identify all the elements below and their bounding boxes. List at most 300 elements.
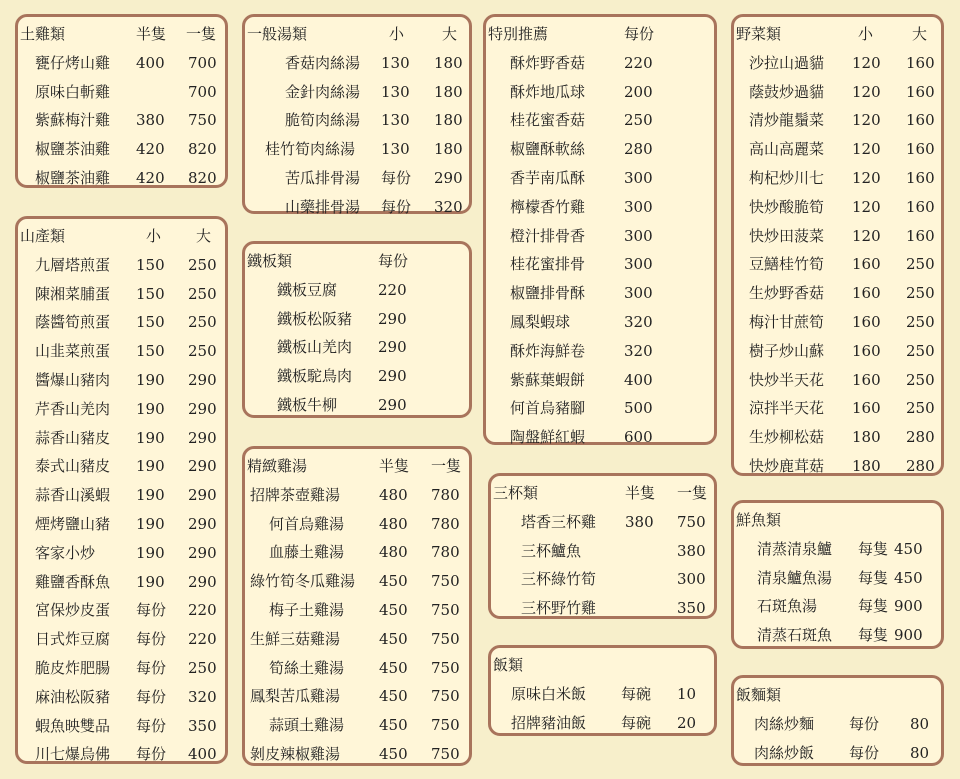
price-2: 250 [188, 255, 217, 274]
menu-item [18, 395, 225, 423]
price-2: 250 [906, 284, 935, 303]
price-1: 220 [378, 280, 407, 299]
price-2: 750 [431, 745, 460, 763]
dish-name: 九層塔煎蛋 [35, 255, 111, 274]
dish-name: 生鮮三菇雞湯 [250, 629, 341, 648]
menu-item [245, 711, 469, 739]
menu-item [491, 680, 714, 708]
section-header [245, 452, 469, 480]
dish-name: 山藥排骨湯 [285, 197, 361, 216]
menu-item [245, 510, 469, 538]
menu-item [734, 337, 941, 365]
menu-item [734, 193, 941, 221]
price-1: 每份 [136, 601, 167, 620]
menu-item [18, 366, 225, 394]
price-1: 450 [379, 629, 408, 648]
menu-item [245, 193, 469, 221]
column-header-1: 半隻 [136, 25, 167, 43]
section-title: 三杯類 [493, 484, 539, 502]
dish-name: 日式炸豆腐 [35, 630, 111, 649]
menu-item [734, 308, 941, 336]
dish-name: 生炒野香菇 [749, 284, 825, 303]
dish-name: 金針肉絲湯 [285, 82, 361, 101]
menu-item [245, 682, 469, 710]
price-1: 每份 [136, 716, 167, 735]
menu-item [734, 423, 941, 451]
section-title: 飯類 [493, 656, 524, 674]
price-1: 300 [624, 197, 653, 216]
dish-name: 筍絲土雞湯 [269, 658, 345, 677]
section-header [18, 222, 225, 250]
price-1: 每份 [381, 197, 412, 216]
price-1: 130 [381, 140, 410, 159]
price-2: 250 [906, 255, 935, 274]
section-header [734, 20, 941, 48]
price-1: 190 [136, 399, 165, 418]
price-1: 300 [624, 169, 653, 187]
section-title: 鮮魚類 [736, 511, 782, 529]
menu-item [486, 106, 714, 134]
section-title: 精緻雞湯 [247, 457, 308, 475]
price-1: 300 [624, 284, 653, 303]
price-2: 160 [906, 197, 935, 216]
dish-name: 脆筍肉絲湯 [285, 111, 361, 130]
dish-name: 宮保炒皮蛋 [35, 601, 111, 620]
price-2: 780 [431, 514, 460, 533]
dish-name: 鐵板松阪豬 [277, 309, 353, 328]
price-2: 160 [906, 140, 935, 159]
price-1: 190 [136, 457, 165, 476]
menu-item [245, 164, 469, 192]
price-2: 160 [906, 53, 935, 72]
menu-item [734, 49, 941, 77]
price-2: 160 [906, 226, 935, 245]
price-1: 290 [378, 338, 407, 357]
menu-section-noodle [731, 675, 944, 766]
price-1: 120 [852, 169, 881, 187]
price-2: 180 [434, 82, 463, 101]
price-1: 480 [379, 514, 408, 533]
menu-item [734, 250, 941, 278]
price-1: 每隻 [858, 597, 889, 616]
price-1: 180 [852, 428, 881, 447]
menu-item [734, 621, 941, 649]
section-title: 土雞類 [20, 25, 66, 43]
price-2: 750 [431, 716, 460, 735]
dish-name: 高山高麗菜 [749, 140, 825, 159]
price-2: 900 [894, 626, 923, 645]
dish-name: 酥炸海鮮卷 [510, 341, 586, 360]
section-header [18, 20, 225, 48]
price-1: 120 [852, 197, 881, 216]
menu-item [245, 538, 469, 566]
menu-item [18, 683, 225, 711]
menu-item [486, 279, 714, 307]
price-2: 750 [677, 512, 706, 531]
price-1: 每份 [136, 659, 167, 677]
price-1: 450 [379, 716, 408, 735]
dish-name: 桂竹筍肉絲湯 [265, 140, 356, 159]
menu-item [18, 308, 225, 336]
section-header [491, 479, 714, 507]
price-2: 750 [431, 687, 460, 706]
dish-name: 蔭醬筍煎蛋 [35, 313, 111, 332]
dish-name: 雞鹽香酥魚 [35, 572, 111, 591]
dish-name: 肉絲炒麵 [754, 714, 815, 733]
price-1: 150 [136, 342, 165, 361]
price-1: 420 [136, 169, 165, 187]
menu-item [18, 654, 225, 682]
menu-item [734, 164, 941, 192]
column-header-1: 半隻 [625, 484, 656, 502]
menu-item [734, 279, 941, 307]
dish-name: 香菇肉絲湯 [285, 53, 361, 72]
menu-item [18, 135, 225, 163]
menu-item [245, 362, 469, 390]
menu-item [486, 366, 714, 394]
dish-name: 塔香三杯雞 [521, 512, 597, 531]
dish-name: 原味白米飯 [511, 684, 587, 703]
menu-item [491, 537, 714, 565]
price-1: 130 [381, 111, 410, 130]
price-1: 480 [379, 485, 408, 504]
dish-name: 陶盤鮮紅蝦 [510, 428, 586, 447]
dish-name: 鳳梨蝦球 [510, 313, 571, 331]
menu-item [734, 78, 941, 106]
menu-item [245, 625, 469, 653]
menu-section-tuji [15, 14, 228, 188]
price-2: 290 [188, 371, 217, 389]
price-2: 750 [431, 572, 460, 591]
menu-item [18, 481, 225, 509]
dish-name: 煙烤鹽山豬 [35, 515, 111, 533]
dish-name: 酥炸野香菇 [510, 53, 586, 72]
menu-item [734, 564, 941, 592]
menu-section-chickensoup [242, 446, 472, 766]
section-title: 鐵板類 [247, 252, 293, 270]
menu-item [245, 654, 469, 682]
dish-name: 三杯野竹雞 [521, 599, 597, 618]
menu-item [18, 625, 225, 653]
price-2: 160 [906, 82, 935, 101]
menu-item [18, 596, 225, 624]
section-title: 一般湯類 [247, 25, 308, 43]
column-header-1: 小 [146, 227, 162, 245]
price-2: 290 [188, 543, 217, 562]
dish-name: 石斑魚湯 [757, 597, 818, 616]
menu-item [734, 222, 941, 250]
dish-name: 鐵板駝鳥肉 [277, 367, 353, 386]
dish-name: 脆皮炸肥腸 [35, 659, 111, 677]
menu-item [18, 539, 225, 567]
dish-name: 血藤土雞湯 [269, 543, 345, 562]
price-1: 300 [624, 226, 653, 245]
menu-item [491, 594, 714, 622]
column-header-2: 大 [442, 25, 458, 43]
price-2: 700 [188, 82, 217, 101]
menu-item [245, 596, 469, 624]
price-1: 290 [378, 396, 407, 414]
price-1: 320 [624, 341, 653, 360]
price-1: 160 [852, 399, 881, 418]
price-2: 290 [188, 457, 217, 476]
price-1: 每份 [136, 687, 167, 706]
price-2: 80 [910, 743, 930, 762]
menu-item [245, 333, 469, 361]
menu-item [734, 592, 941, 620]
price-1: 380 [136, 111, 165, 130]
dish-name: 清泉鱸魚湯 [757, 568, 833, 587]
section-header [491, 651, 714, 679]
price-2: 290 [188, 428, 217, 447]
menu-item [734, 394, 941, 422]
price-2: 350 [677, 599, 706, 618]
menu-item [734, 452, 941, 480]
price-2: 250 [188, 284, 217, 303]
dish-name: 樹子炒山蘇 [749, 341, 825, 360]
dish-name: 川七爆烏佛 [35, 745, 111, 764]
price-1: 120 [852, 226, 881, 245]
dish-name: 蔭鼓炒過貓 [749, 82, 825, 101]
price-1: 190 [136, 543, 165, 562]
section-title: 飯麵類 [736, 686, 782, 704]
menu-item [245, 135, 469, 163]
price-2: 220 [188, 601, 217, 620]
price-2: 280 [906, 457, 935, 475]
price-1: 190 [136, 572, 165, 591]
dish-name: 客家小炒 [35, 543, 96, 562]
dish-name: 鐵板豆腐 [277, 280, 338, 299]
price-1: 320 [624, 313, 653, 331]
menu-section-special [483, 14, 717, 445]
dish-name: 桂花蜜香菇 [510, 111, 586, 130]
menu-item [245, 49, 469, 77]
menu-item [734, 135, 941, 163]
price-1: 150 [136, 255, 165, 274]
menu-item [245, 481, 469, 509]
menu-item [491, 508, 714, 536]
menu-item [245, 305, 469, 333]
dish-name: 陳湘菜脯蛋 [35, 284, 111, 303]
dish-name: 香芋南瓜酥 [510, 169, 586, 187]
section-header [245, 20, 469, 48]
price-1: 480 [379, 543, 408, 562]
price-1: 400 [136, 53, 165, 72]
dish-name: 原味白斬雞 [35, 82, 111, 101]
price-1: 600 [624, 428, 653, 447]
price-2: 80 [910, 714, 930, 733]
menu-item [486, 164, 714, 192]
price-2: 290 [434, 169, 463, 187]
price-1: 160 [852, 341, 881, 360]
price-2: 300 [677, 570, 706, 589]
price-1: 420 [136, 140, 165, 159]
dish-name: 椒鹽茶油雞 [35, 169, 111, 187]
price-2: 250 [188, 342, 217, 361]
price-1: 160 [852, 370, 881, 389]
price-1: 450 [379, 658, 408, 677]
dish-name: 鐵板牛柳 [277, 396, 338, 414]
section-header [245, 247, 469, 275]
section-title: 野菜類 [736, 25, 782, 43]
menu-section-teppan [242, 241, 472, 418]
price-2: 250 [906, 341, 935, 360]
price-2: 280 [906, 428, 935, 447]
price-2: 450 [894, 568, 923, 587]
price-1: 190 [136, 371, 165, 389]
menu-item [18, 424, 225, 452]
column-header-1: 小 [858, 25, 874, 43]
price-2: 780 [431, 543, 460, 562]
dish-name: 快炒田菠菜 [749, 226, 825, 245]
menu-item [18, 280, 225, 308]
menu-item [734, 535, 941, 563]
price-2: 180 [434, 53, 463, 72]
dish-name: 鳳梨苦瓜雞湯 [250, 687, 341, 706]
section-header [734, 506, 941, 534]
price-2: 250 [906, 370, 935, 389]
column-header-2: 一隻 [677, 484, 708, 502]
price-1: 每隻 [858, 626, 889, 645]
dish-name: 清炒龍鬚菜 [749, 111, 825, 130]
price-1: 每份 [849, 743, 880, 762]
price-2: 290 [188, 486, 217, 505]
price-2: 380 [677, 541, 706, 560]
section-title: 山產類 [20, 227, 66, 245]
menu-item [245, 78, 469, 106]
dish-name: 紫蘇葉蝦餅 [510, 370, 586, 389]
price-1: 130 [381, 82, 410, 101]
menu-item [18, 452, 225, 480]
price-2: 320 [434, 197, 463, 216]
price-1: 每碗 [621, 713, 652, 732]
dish-name: 椒鹽排骨酥 [510, 284, 586, 303]
price-1: 450 [379, 687, 408, 706]
dish-name: 沙拉山過貓 [749, 53, 825, 72]
price-1: 每隻 [858, 539, 889, 558]
price-2: 820 [188, 140, 217, 159]
dish-name: 椒鹽酥軟絲 [510, 140, 586, 159]
column-header-1: 小 [389, 25, 405, 43]
dish-name: 招牌茶壺雞湯 [250, 485, 341, 504]
section-header [734, 681, 941, 709]
dish-name: 芹香山羌肉 [35, 399, 111, 418]
menu-item [486, 49, 714, 77]
price-1: 400 [624, 370, 653, 389]
dish-name: 快炒半天花 [749, 370, 825, 389]
dish-name: 生炒柳松菇 [749, 428, 825, 447]
price-1: 450 [379, 745, 408, 763]
price-1: 160 [852, 313, 881, 331]
price-2: 290 [188, 515, 217, 533]
price-2: 750 [431, 629, 460, 648]
menu-item [18, 251, 225, 279]
section-header [486, 20, 714, 48]
price-1: 120 [852, 111, 881, 130]
menu-item [491, 709, 714, 737]
dish-name: 快炒鹿茸菇 [749, 457, 825, 475]
dish-name: 橙汁排骨香 [510, 226, 586, 245]
menu-item [486, 135, 714, 163]
dish-name: 綠竹筍冬瓜雞湯 [250, 572, 356, 591]
menu-item [245, 276, 469, 304]
price-1: 150 [136, 284, 165, 303]
dish-name: 清蒸清泉鱸 [757, 539, 833, 558]
dish-name: 招牌豬油飯 [511, 713, 587, 732]
menu-item [734, 366, 941, 394]
menu-item [486, 222, 714, 250]
price-1: 190 [136, 428, 165, 447]
dish-name: 梅子土雞湯 [269, 601, 345, 619]
price-2: 450 [894, 539, 923, 558]
price-2: 180 [434, 111, 463, 130]
price-1: 500 [624, 399, 653, 418]
menu-item [18, 510, 225, 538]
column-header-1: 每份 [378, 252, 409, 270]
menu-item [18, 49, 225, 77]
dish-name: 醬爆山豬肉 [35, 371, 111, 389]
column-header-2: 大 [196, 227, 212, 245]
menu-item [486, 78, 714, 106]
price-1: 每份 [136, 745, 167, 764]
dish-name: 枸杞炒川七 [749, 169, 825, 187]
dish-name: 泰式山豬皮 [35, 457, 111, 476]
column-header-2: 一隻 [186, 25, 217, 43]
price-1: 180 [852, 457, 881, 475]
price-1: 每碗 [621, 684, 652, 703]
menu-item [486, 394, 714, 422]
price-1: 150 [136, 313, 165, 332]
dish-name: 清蒸石斑魚 [757, 626, 833, 645]
price-1: 160 [852, 284, 881, 303]
dish-name: 檸檬香竹雞 [510, 197, 586, 216]
price-1: 120 [852, 82, 881, 101]
dish-name: 剝皮辣椒雞湯 [250, 745, 341, 763]
price-1: 450 [379, 572, 408, 591]
price-1: 每份 [381, 169, 412, 187]
price-2: 20 [677, 713, 697, 732]
price-1: 380 [625, 512, 654, 531]
price-2: 250 [906, 313, 935, 331]
price-1: 300 [624, 255, 653, 274]
price-2: 750 [431, 658, 460, 677]
dish-name: 酥炸地瓜球 [510, 82, 586, 101]
dish-name: 麻油松阪豬 [35, 687, 111, 706]
menu-item [18, 740, 225, 768]
dish-name: 涼拌半天花 [749, 399, 825, 418]
price-2: 160 [906, 169, 935, 187]
price-1: 250 [624, 111, 653, 130]
price-1: 每隻 [858, 568, 889, 587]
menu-item [486, 423, 714, 451]
menu-item [734, 739, 941, 767]
price-2: 750 [188, 111, 217, 130]
price-2: 400 [188, 745, 217, 764]
dish-name: 快炒酸脆筍 [749, 197, 825, 216]
price-1: 290 [378, 367, 407, 386]
dish-name: 豆鱔桂竹筍 [749, 255, 825, 274]
column-header-2: 大 [912, 25, 928, 43]
menu-item [486, 193, 714, 221]
price-2: 700 [188, 53, 217, 72]
dish-name: 蒜香山溪蝦 [35, 486, 111, 505]
price-2: 350 [188, 716, 217, 735]
menu-item [18, 337, 225, 365]
dish-name: 山韭菜煎蛋 [35, 342, 111, 361]
dish-name: 肉絲炒飯 [754, 743, 815, 762]
price-2: 250 [188, 313, 217, 332]
column-header-1: 每份 [624, 25, 655, 43]
